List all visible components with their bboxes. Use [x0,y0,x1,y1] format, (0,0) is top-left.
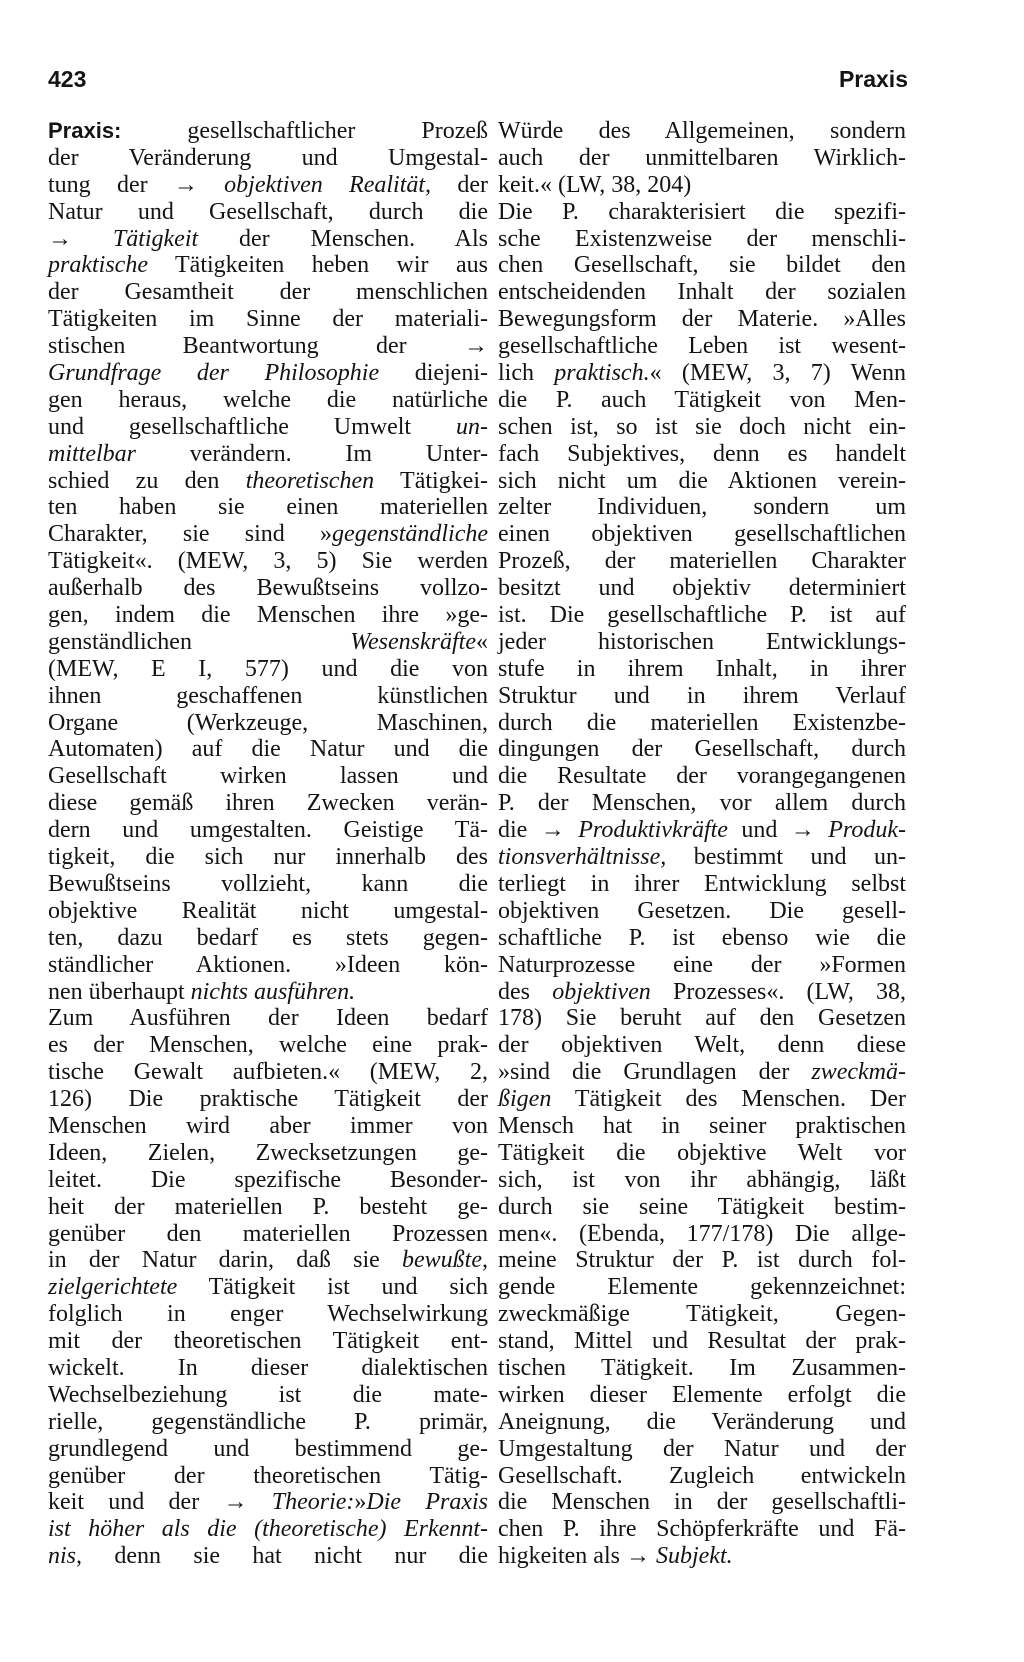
text-segment: lich [498,360,555,387]
text-segment: auch der unmittelbaren Wirklich- [498,144,906,171]
text-segment: Tätigkeiten im Sinne der materiali- [48,306,488,333]
text-line [498,629,906,656]
text-line [498,790,906,817]
text-line [498,952,906,979]
text-segment: Würde des Allgemeinen, sondern [498,118,906,144]
text-line [498,1059,906,1086]
text-line [498,1005,906,1032]
text-line [48,279,488,306]
text-segment: Tätigkeit des Menschen. Der [551,1086,906,1113]
text-segment: durch sie seine Tätigkeit bestim- [498,1193,906,1220]
text-line [48,575,488,602]
text-segment: Automaten) auf die Natur und die [48,736,488,763]
text-segment: rielle, gegenständliche P. primär, [48,1408,488,1435]
text-line [498,656,906,683]
emphasis-text: Wesenskräfte [350,628,476,655]
text-segment: in der Natur darin, daß sie [48,1247,403,1274]
text-line [48,1516,488,1543]
text-line [498,1355,906,1382]
text-segment: es der Menschen, welche eine prak- [48,1032,488,1059]
text-segment: 126) Die praktische Tätigkeit der [48,1086,488,1113]
text-segment: Charakter, sie sind » [48,521,333,548]
text-line [48,333,488,360]
text-segment: durch die materiellen Existenzbe- [498,709,906,736]
text-line [498,468,906,495]
text-segment: die → [498,817,579,844]
emphasis-text: gegenständliche [332,521,488,548]
text-line [498,199,906,226]
text-line [48,844,488,871]
text-line [498,1516,906,1543]
text-segment: ist. Die gesellschaftliche P. ist auf [498,602,906,629]
text-segment: Tätigkei- [374,467,488,494]
text-segment: Bewegungsform der Materie. »Alles [498,306,906,333]
emphasis-text: Produktivkräfte [578,817,728,844]
text-line [48,790,488,817]
text-line [498,145,906,172]
text-segment: ten, dazu bedarf es stets gegen- [48,924,488,951]
text-segment: sich, ist von ihr abhängig, läßt [498,1166,906,1193]
text-segment: denn sie hat nicht nur die [82,1543,488,1570]
text-line [498,979,906,1006]
text-segment: grundlegend und bestimmend ge- [48,1435,488,1462]
text-line [498,1489,906,1516]
text-segment: heit der materiellen P. besteht ge- [48,1193,488,1220]
emphasis-text: Subjekt. [655,1543,733,1570]
text-segment: zelter Individuen, sondern um [498,494,906,521]
text-line [48,468,488,495]
text-line [498,252,906,279]
text-segment: wirken dieser Elemente erfolgt die [498,1381,906,1408]
emphasis-text: ßigen [498,1086,552,1113]
text-line [498,226,906,253]
text-segment: « [476,628,488,655]
text-segment: schaftliche P. ist ebenso wie die [498,924,906,951]
emphasis-text: theoretischen [245,467,375,494]
text-line [48,226,488,253]
emphasis-text: Theorie: [271,1489,355,1516]
text-line [48,736,488,763]
text-line [498,925,906,952]
text-line [48,118,488,145]
text-line [498,360,906,387]
text-segment: die P. auch Tätigkeit von Men- [498,386,906,413]
text-segment: objektiven Gesetzen. Die gesell- [498,897,906,924]
text-line [498,306,906,333]
text-line [48,1409,488,1436]
text-line [498,1032,906,1059]
text-segment: objektive Realität nicht umgestal- [48,897,488,924]
emphasis-text: ist höher als die (theoretische) Erkennt- [48,1516,488,1543]
text-segment: Naturprozesse eine der »Formen [498,951,906,978]
text-line [48,817,488,844]
text-segment: die Menschen in der gesellschaftli- [498,1489,906,1516]
text-line [498,441,906,468]
text-line [48,548,488,575]
text-segment: men«. (Ebenda, 177/178) Die allge- [498,1220,906,1247]
text-segment: Struktur und in ihrem Verlauf [498,682,906,709]
text-line [48,1194,488,1221]
text-segment: der Veränderung und Umgestal- [48,144,488,171]
text-segment: Natur und Gesellschaft, durch die [48,198,488,225]
emphasis-text: Die Praxis [366,1489,488,1516]
text-line [498,1113,906,1140]
text-line [498,118,906,145]
text-segment: Bewußtseins vollzieht, kann die [48,870,488,897]
text-segment: keit.« (LW, 38, 204) [498,171,692,198]
text-line [48,602,488,629]
page-number: 423 [48,66,87,92]
text-segment: und gesellschaftliche Umwelt [48,413,456,440]
text-line [48,521,488,548]
text-segment: genständlichen [48,628,351,655]
text-line [48,1167,488,1194]
right-column [498,118,906,1570]
text-line [498,521,906,548]
text-line [498,1301,906,1328]
text-line [48,1032,488,1059]
text-segment: außerhalb des Bewußtseins vollzo- [48,575,488,602]
text-segment: gende Elemente gekennzeichnet: [498,1274,906,1301]
text-line [48,683,488,710]
text-segment: gesellschaftliche Leben ist wesent- [498,333,906,360]
text-line [48,1221,488,1248]
text-segment: der Menschen. Als [198,225,488,252]
text-segment: chen P. ihre Schöpferkräfte und Fä- [498,1516,906,1543]
emphasis-text: nis, [48,1543,83,1570]
text-line [48,199,488,226]
text-line [498,1247,906,1274]
text-segment: verändern. Im Unter- [136,440,488,467]
emphasis-text: praktische [48,252,148,279]
text-line [48,1059,488,1086]
text-segment: jeder historischen Entwicklungs- [498,628,906,655]
text-segment: Prozesses«. (LW, 38, [650,978,906,1005]
text-line [498,172,906,199]
text-line [48,441,488,468]
text-segment: diese gemäß ihren Zwecken verän- [48,790,488,817]
text-segment: stischen Beantwortung der → [48,333,488,360]
text-line [498,710,906,737]
text-line [48,629,488,656]
text-segment: Tätigkeiten heben wir aus [147,252,488,279]
text-segment: schied zu den [48,467,246,494]
text-line [498,1194,906,1221]
text-line [498,1436,906,1463]
emphasis-text: zielgerichtete [48,1274,178,1301]
text-line [498,1140,906,1167]
emphasis-text: objektiven Realität, [224,171,432,198]
emphasis-text: Grundfrage der Philosophie [48,360,380,387]
text-line [48,925,488,952]
text-line [498,494,906,521]
text-line [498,1086,906,1113]
text-segment: keit und der → [48,1489,272,1516]
text-line [48,1489,488,1516]
text-segment: gesellschaftlicher Prozeß [121,118,488,144]
text-line [48,145,488,172]
text-line [498,602,906,629]
text-segment: die Resultate der vorangegangenen [498,763,906,790]
text-segment: Prozeß, der materiellen Charakter [498,548,906,575]
text-line [498,414,906,441]
text-line [48,360,488,387]
text-segment: tische Gewalt aufbieten.« (MEW, 2, [48,1059,488,1086]
text-line [498,1543,906,1570]
text-line [48,1382,488,1409]
emphasis-text: Tätigkeit [112,225,199,252]
text-segment: genüber den materiellen Prozessen [48,1220,488,1247]
emphasis-text: nichts ausführen. [190,978,356,1005]
text-segment: Mensch hat in seiner praktischen [498,1112,906,1139]
text-segment: sich nicht um die Aktionen verein- [498,467,906,494]
text-line [48,952,488,979]
text-line [48,1463,488,1490]
text-segment: ständlicher Aktionen. »Ideen kön- [48,951,488,978]
text-line [48,306,488,333]
text-segment: stand, Mittel und Resultat der prak- [498,1328,906,1355]
text-segment: Tätigkeit«. (MEW, 3, 5) Sie werden [48,548,488,575]
text-segment: leitet. Die spezifische Besonder- [48,1166,488,1193]
text-segment: zweckmäßige Tätigkeit, Gegen- [498,1301,906,1328]
text-line [48,871,488,898]
text-segment: → [48,225,113,252]
text-segment: Tätigkeit die objektive Welt vor [498,1139,906,1166]
text-line [48,763,488,790]
text-line [48,1113,488,1140]
text-line [498,1382,906,1409]
emphasis-text: mittelbar [48,440,136,467]
text-line [48,898,488,925]
text-line [48,1140,488,1167]
text-segment: Zum Ausführen der Ideen bedarf [48,1005,488,1032]
text-segment: ihnen geschaffenen künstlichen [48,682,488,709]
text-segment: der objektiven Welt, denn diese [498,1032,906,1059]
text-line [498,898,906,925]
text-segment: Menschen wird aber immer von [48,1112,488,1139]
page-header [48,66,908,106]
text-segment: »sind die Grundlagen der [498,1059,812,1086]
text-segment: 178) Sie beruht auf den Gesetzen [498,1005,906,1032]
text-segment: dingungen der Gesellschaft, durch [498,736,906,763]
text-segment: gen heraus, welche die natürliche [48,386,488,413]
text-line [498,817,906,844]
emphasis-text: zweckmä- [811,1059,906,1086]
text-segment: der Gesamtheit der menschlichen [48,279,488,306]
text-line [48,1543,488,1570]
text-segment: meine Struktur der P. ist durch fol- [498,1247,906,1274]
text-segment: genüber der theoretischen Tätig- [48,1462,488,1489]
text-line [48,1005,488,1032]
text-segment: bestimmt und un- [666,844,906,871]
text-segment: und → [727,817,829,844]
text-segment: Gesellschaft wirken lassen und [48,763,488,790]
text-line [498,1463,906,1490]
text-line [48,494,488,521]
text-segment: Aneignung, die Veränderung und [498,1408,906,1435]
text-line [48,252,488,279]
text-line [48,710,488,737]
text-segment: einen objektiven gesellschaftlichen [498,521,906,548]
text-line [498,844,906,871]
emphasis-text: praktisch. [554,360,650,387]
text-segment: Umgestaltung der Natur und der [498,1435,906,1462]
text-line [48,1247,488,1274]
text-segment: besitzt und objektiv determiniert [498,575,906,602]
text-line [48,979,488,1006]
text-line [498,1274,906,1301]
left-column [48,118,488,1570]
emphasis-text: objektiven [552,978,651,1005]
text-line [498,1167,906,1194]
text-segment: « (MEW, 3, 7) Wenn [649,360,906,387]
text-segment: P. der Menschen, vor allem durch [498,790,906,817]
text-segment: der [431,171,488,198]
text-segment: gen, indem die Menschen ihre »ge- [48,602,488,629]
emphasis-text: tionsverhältnisse, [498,844,667,871]
text-segment: chen Gesellschaft, sie bildet den [498,252,906,279]
text-segment: sche Existenzweise der menschli- [498,225,906,252]
text-segment: dern und umgestalten. Geistige Tä- [48,817,488,844]
text-segment: entscheidenden Inhalt der sozialen [498,279,906,306]
text-segment: ten haben sie einen materiellen [48,494,488,521]
text-segment: schen ist, so ist sie doch nicht ein- [498,413,906,440]
text-segment: mit der theoretischen Tätigkeit ent- [48,1328,488,1355]
text-segment: Die P. charakterisiert die spezifi- [498,198,906,225]
text-line [48,387,488,414]
text-segment: (MEW, E I, 577) und die von [48,655,488,682]
text-segment: folglich in enger Wechselwirkung [48,1301,488,1328]
text-line [498,279,906,306]
text-segment: Gesellschaft. Zugleich entwickeln [498,1462,906,1489]
text-line [498,683,906,710]
text-line [48,414,488,441]
text-line [48,1355,488,1382]
text-line [498,333,906,360]
text-line [498,1409,906,1436]
text-line [48,1086,488,1113]
emphasis-text: Produk- [828,817,907,844]
text-segment: Wechselbeziehung ist die mate- [48,1381,488,1408]
text-segment: » [354,1489,367,1516]
text-segment: stufe in ihrem Inhalt, in ihrer [498,655,906,682]
text-line [48,656,488,683]
text-segment: tigkeit, die sich nur innerhalb des [48,844,488,871]
text-segment: nen überhaupt [48,978,191,1005]
text-line [498,1221,906,1248]
text-segment: wickelt. In dieser dialektischen [48,1354,488,1381]
text-segment: terliegt in ihrer Entwicklung selbst [498,870,906,897]
entry-keyword: Praxis: [48,118,122,143]
text-line [498,575,906,602]
emphasis-text: bewußte, [402,1247,488,1274]
text-segment: Ideen, Zielen, Zwecksetzungen ge- [48,1139,488,1166]
text-line [498,548,906,575]
text-segment: des [498,978,553,1005]
text-line [48,1274,488,1301]
text-line [48,1436,488,1463]
text-line [48,1328,488,1355]
text-segment: tung der → [48,171,225,198]
text-segment: fach Subjektives, denn es handelt [498,440,906,467]
text-line [498,1328,906,1355]
text-line [48,1301,488,1328]
text-segment: Organe (Werkzeuge, Maschinen, [48,709,488,736]
text-segment: diejeni- [379,360,488,387]
text-segment: higkeiten als → [498,1543,656,1570]
text-line [48,172,488,199]
emphasis-text: un- [456,413,488,440]
text-line [498,871,906,898]
text-segment: tischen Tätigkeit. Im Zusammen- [498,1354,906,1381]
text-line [498,736,906,763]
text-line [498,387,906,414]
text-segment: Tätigkeit ist und sich [177,1274,488,1301]
running-head: Praxis [838,66,908,92]
text-line [498,763,906,790]
